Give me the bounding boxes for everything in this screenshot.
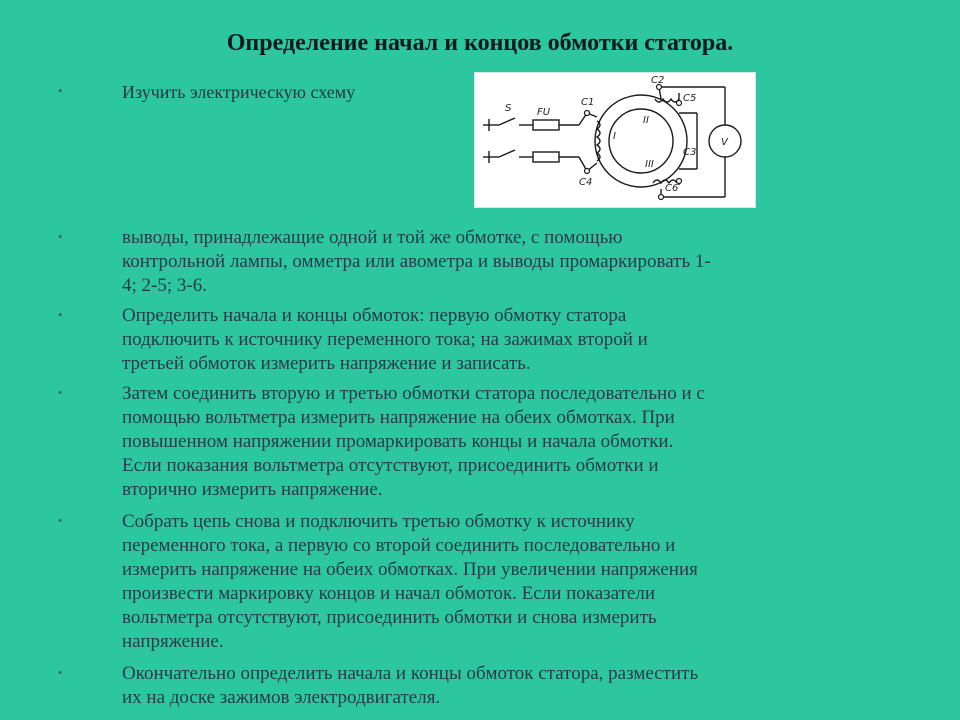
label-c3: C3 [683, 147, 697, 158]
label-c1: C1 [581, 97, 595, 108]
bullet-marker: • [58, 513, 63, 528]
label-winding-2: II [643, 115, 649, 126]
stator-wiring-diagram [474, 72, 756, 208]
bullet-marker: • [58, 307, 63, 322]
label-c4: C4 [579, 177, 593, 188]
label-c2: C2 [651, 75, 665, 86]
bullet-text: Изучить электрическую схему [122, 82, 356, 102]
label-c6: C6 [665, 183, 679, 194]
bullet-text: Собрать цепь снова и подключить третью обмотку к источнику переменного тока, а первую со второй соединить последовательно и измерить напряжение на обеих обмотках. При увеличении напряжения произвести маркировку концов и начал обмоток. Если показатели вольтметра отсутствуют, присоединить обмотки и снова измерить напряжение. [122, 511, 698, 652]
label-fu: FU [537, 107, 551, 118]
bullet-marker: • [58, 229, 63, 244]
stator-circuit-svg [475, 73, 755, 207]
slide-title: Определение начал и концов обмотки статора. [226, 30, 734, 56]
bullet-text: Определить начала и концы обмоток: первую обмотку статора подключить к источнику переменного тока; на зажимах второй и третьей обмоток измерить напряжение и записать. [122, 305, 648, 374]
label-winding-3: III [645, 159, 654, 170]
label-voltmeter: V [721, 137, 728, 148]
label-c5: C5 [683, 93, 697, 104]
label-s: S [505, 103, 512, 114]
label-winding-1: I [613, 131, 616, 142]
bullet-text: выводы, принадлежащие одной и той же обмотке, с помощью контрольной лампы, омметра или авометра и выводы промаркировать 1- 4; 2-5; 3-6. [122, 227, 711, 296]
bullet-text: Окончательно определить начала и концы обмоток статора, разместить их на доске зажимов электродвигателя. [122, 663, 699, 708]
bullet-marker: • [58, 83, 63, 98]
bullet-marker: • [58, 665, 63, 680]
bullet-marker: • [58, 385, 63, 400]
bullet-text: Затем соединить вторую и третью обмотки статора последовательно и с помощью вольтметра измерить напряжение на обеих обмотках. При повышенном напряжении промаркировать концы и начала обмотки. Если показания вольтметра отсутствуют, присоединить обмотки и вторично измерить напряжение. [122, 383, 705, 500]
